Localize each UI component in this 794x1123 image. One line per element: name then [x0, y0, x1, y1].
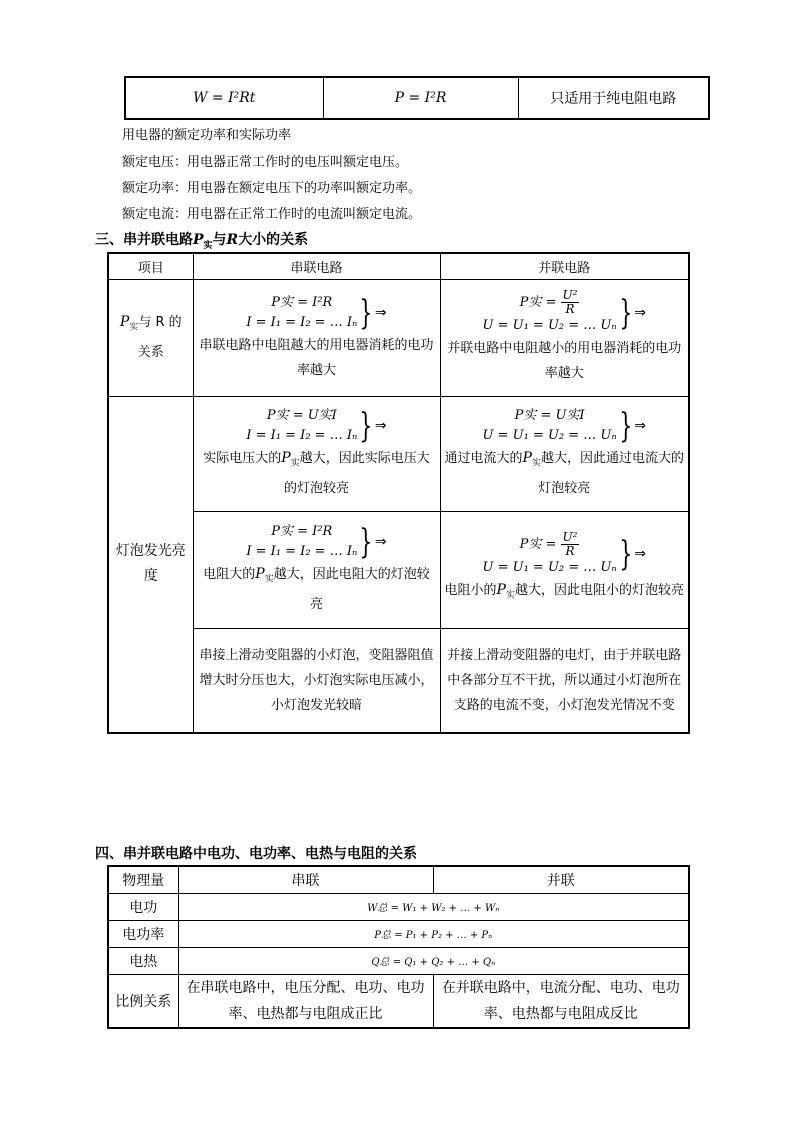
section3-heading: 三、串并联电路$P_实$与R大小的关系 — [95, 232, 309, 251]
formula-total-heat: Q总 = Q₁ + Q₂ + … + Qₙ — [178, 947, 689, 974]
parallel-resistance-cell: P实 = $\frac{\text{U²}}{R}$ U = U₁ = U₂ = … Uₙ } ⇒ 电阻小的$P_实$越大，因此电阻小的灯泡较亮 — [440, 511, 689, 628]
rated-power: 额定功率：用电器在额定电压下的功率叫额定功率。 — [122, 181, 422, 196]
formula-note: 只适用于纯电阻电路 — [518, 77, 709, 119]
header-item: 项目 — [108, 253, 193, 279]
ratio-series-cell: 在串联电路中，电压分配、电功、电功率、电热都与电阻成正比 — [178, 974, 433, 1028]
row-label-work: 电功 — [108, 893, 178, 920]
formula-total-work: W总 = W₁ + W₂ + … + Wₙ — [178, 893, 689, 920]
formula-table — [124, 76, 710, 120]
row-label-relation: $P_实$与 R 的 关系 — [108, 279, 193, 396]
series-voltage-cell: P实 = U实I I = I₁ = I₂ = … Iₙ } ⇒ 实际电压大的$P_实$越大，因此实际电压大的灯泡较亮 — [193, 396, 440, 511]
row-label-ratio: 比例关系 — [108, 974, 178, 1028]
header-parallel: 并联电路 — [440, 253, 689, 279]
rated-title: 用电器的额定功率和实际功率 — [122, 128, 292, 143]
header-series: 串联电路 — [193, 253, 440, 279]
work-power-heat-table — [107, 865, 690, 1029]
series-rheostat-cell: 串接上滑动变阻器的小灯泡，变阻器阻值增大时分压也大，小灯泡实际电压减小，小灯泡发光较暗 — [193, 628, 440, 733]
row-label-power: 电功率 — [108, 920, 178, 947]
parallel-current-cell: P实 = U实I U = U₁ = U₂ = … Uₙ } ⇒ 通过电流大的$P_实$越大，因此通过电流大的灯泡较亮 — [440, 396, 689, 511]
formula-power: P = I²R — [323, 77, 518, 119]
rated-voltage: 额定电压：用电器正常工作时的电压叫额定电压。 — [122, 155, 409, 170]
header-parallel: 并联 — [433, 866, 689, 893]
parallel-relation-cell: P实 = $\frac{\text{U²}}{R}$ U = U₁ = U₂ = … Uₙ } ⇒ 并联电路中电阻越小的用电器消耗的电功率越大 — [440, 279, 689, 396]
ratio-parallel-cell: 在并联电路中，电流分配、电功、电功率、电热都与电阻成反比 — [433, 974, 689, 1028]
rated-current: 额定电流：用电器在正常工作时的电流叫额定电流。 — [122, 207, 422, 222]
series-resistance-cell: P实 = I²R I = I₁ = I₂ = … Iₙ } ⇒ 电阻大的$P_实$越大，因此电阻大的灯泡较亮 — [193, 511, 440, 628]
header-quantity: 物理量 — [108, 866, 178, 893]
row-label-lamp-brightness: 灯泡发光亮度 — [108, 396, 193, 733]
row-label-heat: 电热 — [108, 947, 178, 974]
formula-work: W = I²Rt — [125, 77, 323, 119]
header-series: 串联 — [178, 866, 433, 893]
series-parallel-power-table — [107, 252, 690, 734]
parallel-rheostat-cell: 并接上滑动变阻器的电灯，由于并联电路中各部分互不干扰，所以通过小灯泡所在支路的电流不变，小灯泡发光情况不变 — [440, 628, 689, 733]
formula-total-power: P总 = P₁ + P₂ + … + Pₙ — [178, 920, 689, 947]
series-relation-cell: P实 = I²R I = I₁ = I₂ = … Iₙ } ⇒ 串联电路中电阻越大的用电器消耗的电功率越大 — [193, 279, 440, 396]
section4-heading: 四、串并联电路中电功、电功率、电热与电阻的关系 — [95, 846, 417, 862]
